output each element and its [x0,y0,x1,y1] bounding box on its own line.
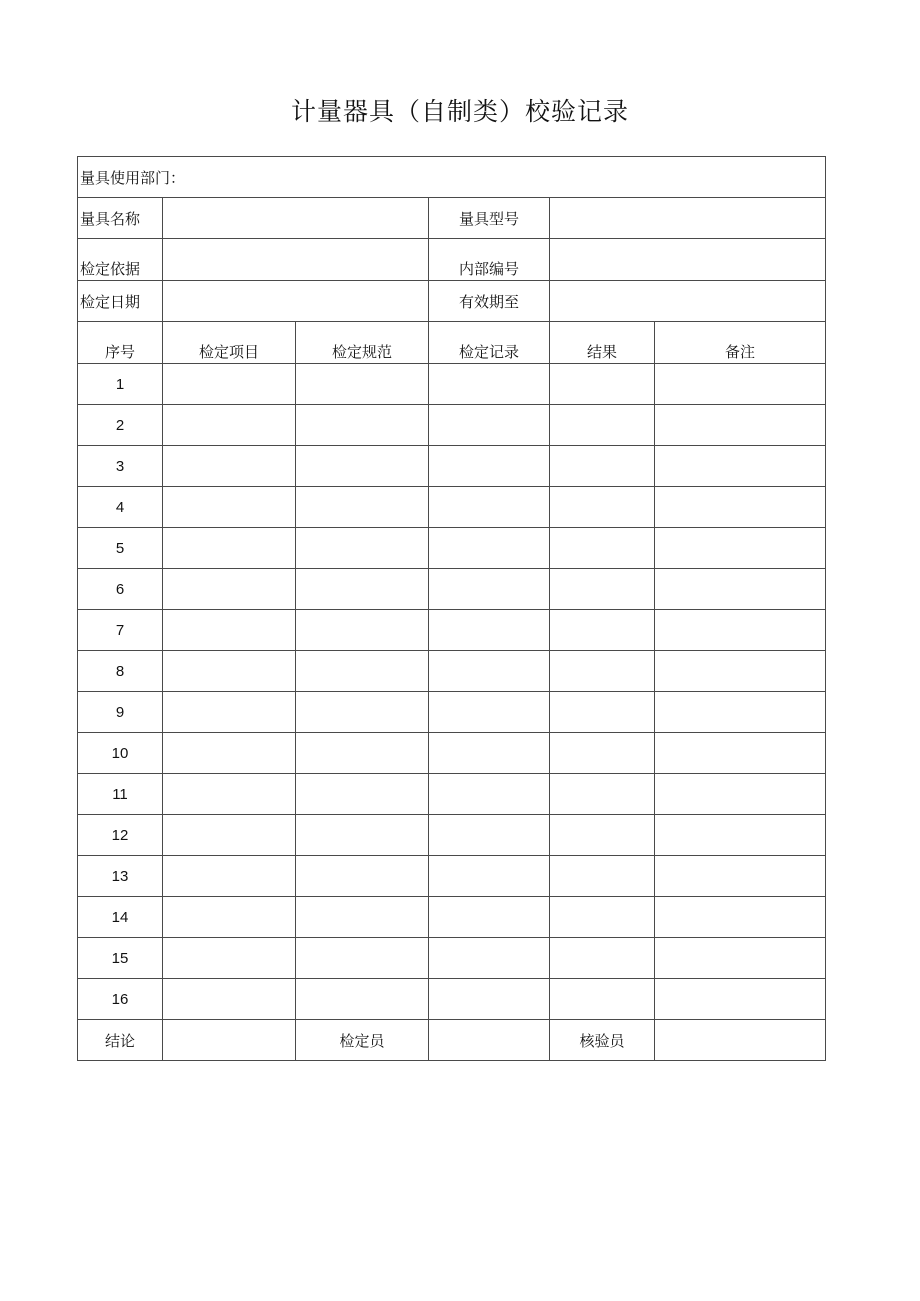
table-row [78,733,826,774]
row-number [78,774,163,815]
valid-until-value-cell[interactable] [550,281,826,322]
item-cell[interactable] [163,979,296,1020]
signature-row [78,1020,826,1061]
row-number [78,856,163,897]
row-number-text: 2 [115,416,125,434]
row-number-text: 1 [115,375,125,393]
record-cell[interactable] [429,938,550,979]
item-cell[interactable] [163,774,296,815]
record-cell[interactable] [429,979,550,1020]
table-row [78,979,826,1020]
spec-cell[interactable] [296,364,429,405]
item-cell[interactable] [163,405,296,446]
item-cell[interactable] [163,528,296,569]
record-cell[interactable] [429,405,550,446]
item-cell[interactable] [163,897,296,938]
record-cell[interactable] [429,856,550,897]
spec-cell[interactable] [296,528,429,569]
remark-cell[interactable] [655,364,826,405]
table-row [78,692,826,733]
result-cell[interactable] [550,569,655,610]
row-number-text: 4 [115,498,125,516]
item-cell[interactable] [163,692,296,733]
conclusion-value-cell[interactable] [163,1020,296,1061]
row-number-text: 8 [115,662,125,680]
result-cell[interactable] [550,692,655,733]
row-number-text: 9 [115,703,125,721]
basis-value-cell[interactable] [163,239,429,281]
column-header-result: 结果 [550,322,655,364]
spec-cell[interactable] [296,692,429,733]
spec-cell[interactable] [296,651,429,692]
spec-cell[interactable] [296,733,429,774]
remark-cell[interactable] [655,979,826,1020]
result-cell[interactable] [550,610,655,651]
internal-no-value-cell[interactable] [550,239,826,281]
result-cell[interactable] [550,405,655,446]
spec-cell[interactable] [296,774,429,815]
row-number-text: 11 [112,785,128,803]
table-row [78,815,826,856]
row-number [78,569,163,610]
item-cell[interactable] [163,364,296,405]
record-cell[interactable] [429,692,550,733]
remark-cell[interactable] [655,815,826,856]
table-row [78,528,826,569]
record-cell[interactable] [429,774,550,815]
row-number [78,364,163,405]
remark-cell[interactable] [655,938,826,979]
column-header-remark: 备注 [655,322,826,364]
basis-label: 检定依据 [78,239,163,281]
spec-cell[interactable] [296,610,429,651]
item-cell[interactable] [163,856,296,897]
result-cell[interactable] [550,733,655,774]
department-label: 量具使用部门： [78,157,826,198]
record-cell[interactable] [429,569,550,610]
row-number-text: 10 [111,744,129,762]
item-cell[interactable] [163,446,296,487]
item-cell[interactable] [163,569,296,610]
table-row [78,610,826,651]
item-cell[interactable] [163,610,296,651]
reviewer-value-cell[interactable] [655,1020,826,1061]
internal-no-label: 内部编号 [429,239,550,281]
result-cell[interactable] [550,528,655,569]
result-cell[interactable] [550,774,655,815]
spec-cell[interactable] [296,815,429,856]
item-cell[interactable] [163,815,296,856]
remark-cell[interactable] [655,569,826,610]
record-cell[interactable] [429,364,550,405]
remark-cell[interactable] [655,405,826,446]
remark-cell[interactable] [655,610,826,651]
result-cell[interactable] [550,897,655,938]
record-cell[interactable] [429,487,550,528]
record-cell[interactable] [429,651,550,692]
result-cell[interactable] [550,487,655,528]
table-row [78,569,826,610]
spec-cell[interactable] [296,487,429,528]
table-row [78,446,826,487]
record-cell[interactable] [429,733,550,774]
valid-until-label: 有效期至 [429,281,550,322]
row-number-text: 13 [111,867,129,885]
table-row [78,856,826,897]
remark-cell[interactable] [655,733,826,774]
remark-cell[interactable] [655,774,826,815]
row-number-text: 3 [115,457,125,475]
inspector-label: 检定员 [296,1020,429,1061]
calibration-record-table [77,156,826,1061]
department-row [78,157,826,198]
spec-cell[interactable] [296,897,429,938]
table-row [78,487,826,528]
spec-cell[interactable] [296,979,429,1020]
column-header-record: 检定记录 [429,322,550,364]
remark-cell[interactable] [655,487,826,528]
remark-cell[interactable] [655,897,826,938]
reviewer-label: 核验员 [550,1020,655,1061]
row-number-text: 7 [115,621,125,639]
item-cell[interactable] [163,938,296,979]
record-cell[interactable] [429,897,550,938]
remark-cell[interactable] [655,692,826,733]
row-number [78,815,163,856]
result-cell[interactable] [550,651,655,692]
row-number [78,405,163,446]
basis-internal-row [78,239,826,281]
row-number-text: 12 [111,826,129,844]
name-value-cell[interactable] [163,198,429,239]
result-cell[interactable] [550,979,655,1020]
record-cell[interactable] [429,446,550,487]
spec-cell[interactable] [296,446,429,487]
remark-cell[interactable] [655,528,826,569]
remark-cell[interactable] [655,856,826,897]
row-number-text: 5 [115,539,125,557]
column-header-seq: 序号 [78,322,163,364]
page-title: 计量器具（自制类）校验记录 [290,97,629,126]
record-cell[interactable] [429,815,550,856]
row-number-text: 14 [111,908,129,926]
row-number [78,487,163,528]
date-value-cell[interactable] [163,281,429,322]
table-row [78,897,826,938]
date-valid-row [78,281,826,322]
row-number [78,897,163,938]
result-cell[interactable] [550,446,655,487]
spec-cell[interactable] [296,938,429,979]
item-cell[interactable] [163,651,296,692]
name-model-row [78,198,826,239]
row-number [78,528,163,569]
table-row [78,938,826,979]
row-number [78,938,163,979]
row-number [78,651,163,692]
model-label: 量具型号 [429,198,550,239]
table-row [78,405,826,446]
column-header-spec: 检定规范 [296,322,429,364]
model-value-cell[interactable] [550,198,826,239]
row-number [78,979,163,1020]
column-header-row [78,322,826,364]
date-label: 检定日期 [78,281,163,322]
item-cell[interactable] [163,487,296,528]
row-number [78,446,163,487]
result-cell[interactable] [550,815,655,856]
row-number-text: 6 [115,580,125,598]
remark-cell[interactable] [655,651,826,692]
conclusion-label: 结论 [78,1020,163,1061]
result-cell[interactable] [550,364,655,405]
inspector-value-cell[interactable] [429,1020,550,1061]
table-row [78,651,826,692]
table-row [78,774,826,815]
record-cell[interactable] [429,610,550,651]
spec-cell[interactable] [296,856,429,897]
row-number-text: 15 [111,949,129,967]
row-number [78,692,163,733]
column-header-item: 检定项目 [163,322,296,364]
spec-cell[interactable] [296,405,429,446]
row-number [78,733,163,774]
result-cell[interactable] [550,938,655,979]
result-cell[interactable] [550,856,655,897]
item-cell[interactable] [163,733,296,774]
table-row [78,364,826,405]
name-label: 量具名称 [78,198,163,239]
spec-cell[interactable] [296,569,429,610]
row-number [78,610,163,651]
record-cell[interactable] [429,528,550,569]
row-number-text: 16 [111,990,129,1008]
remark-cell[interactable] [655,446,826,487]
